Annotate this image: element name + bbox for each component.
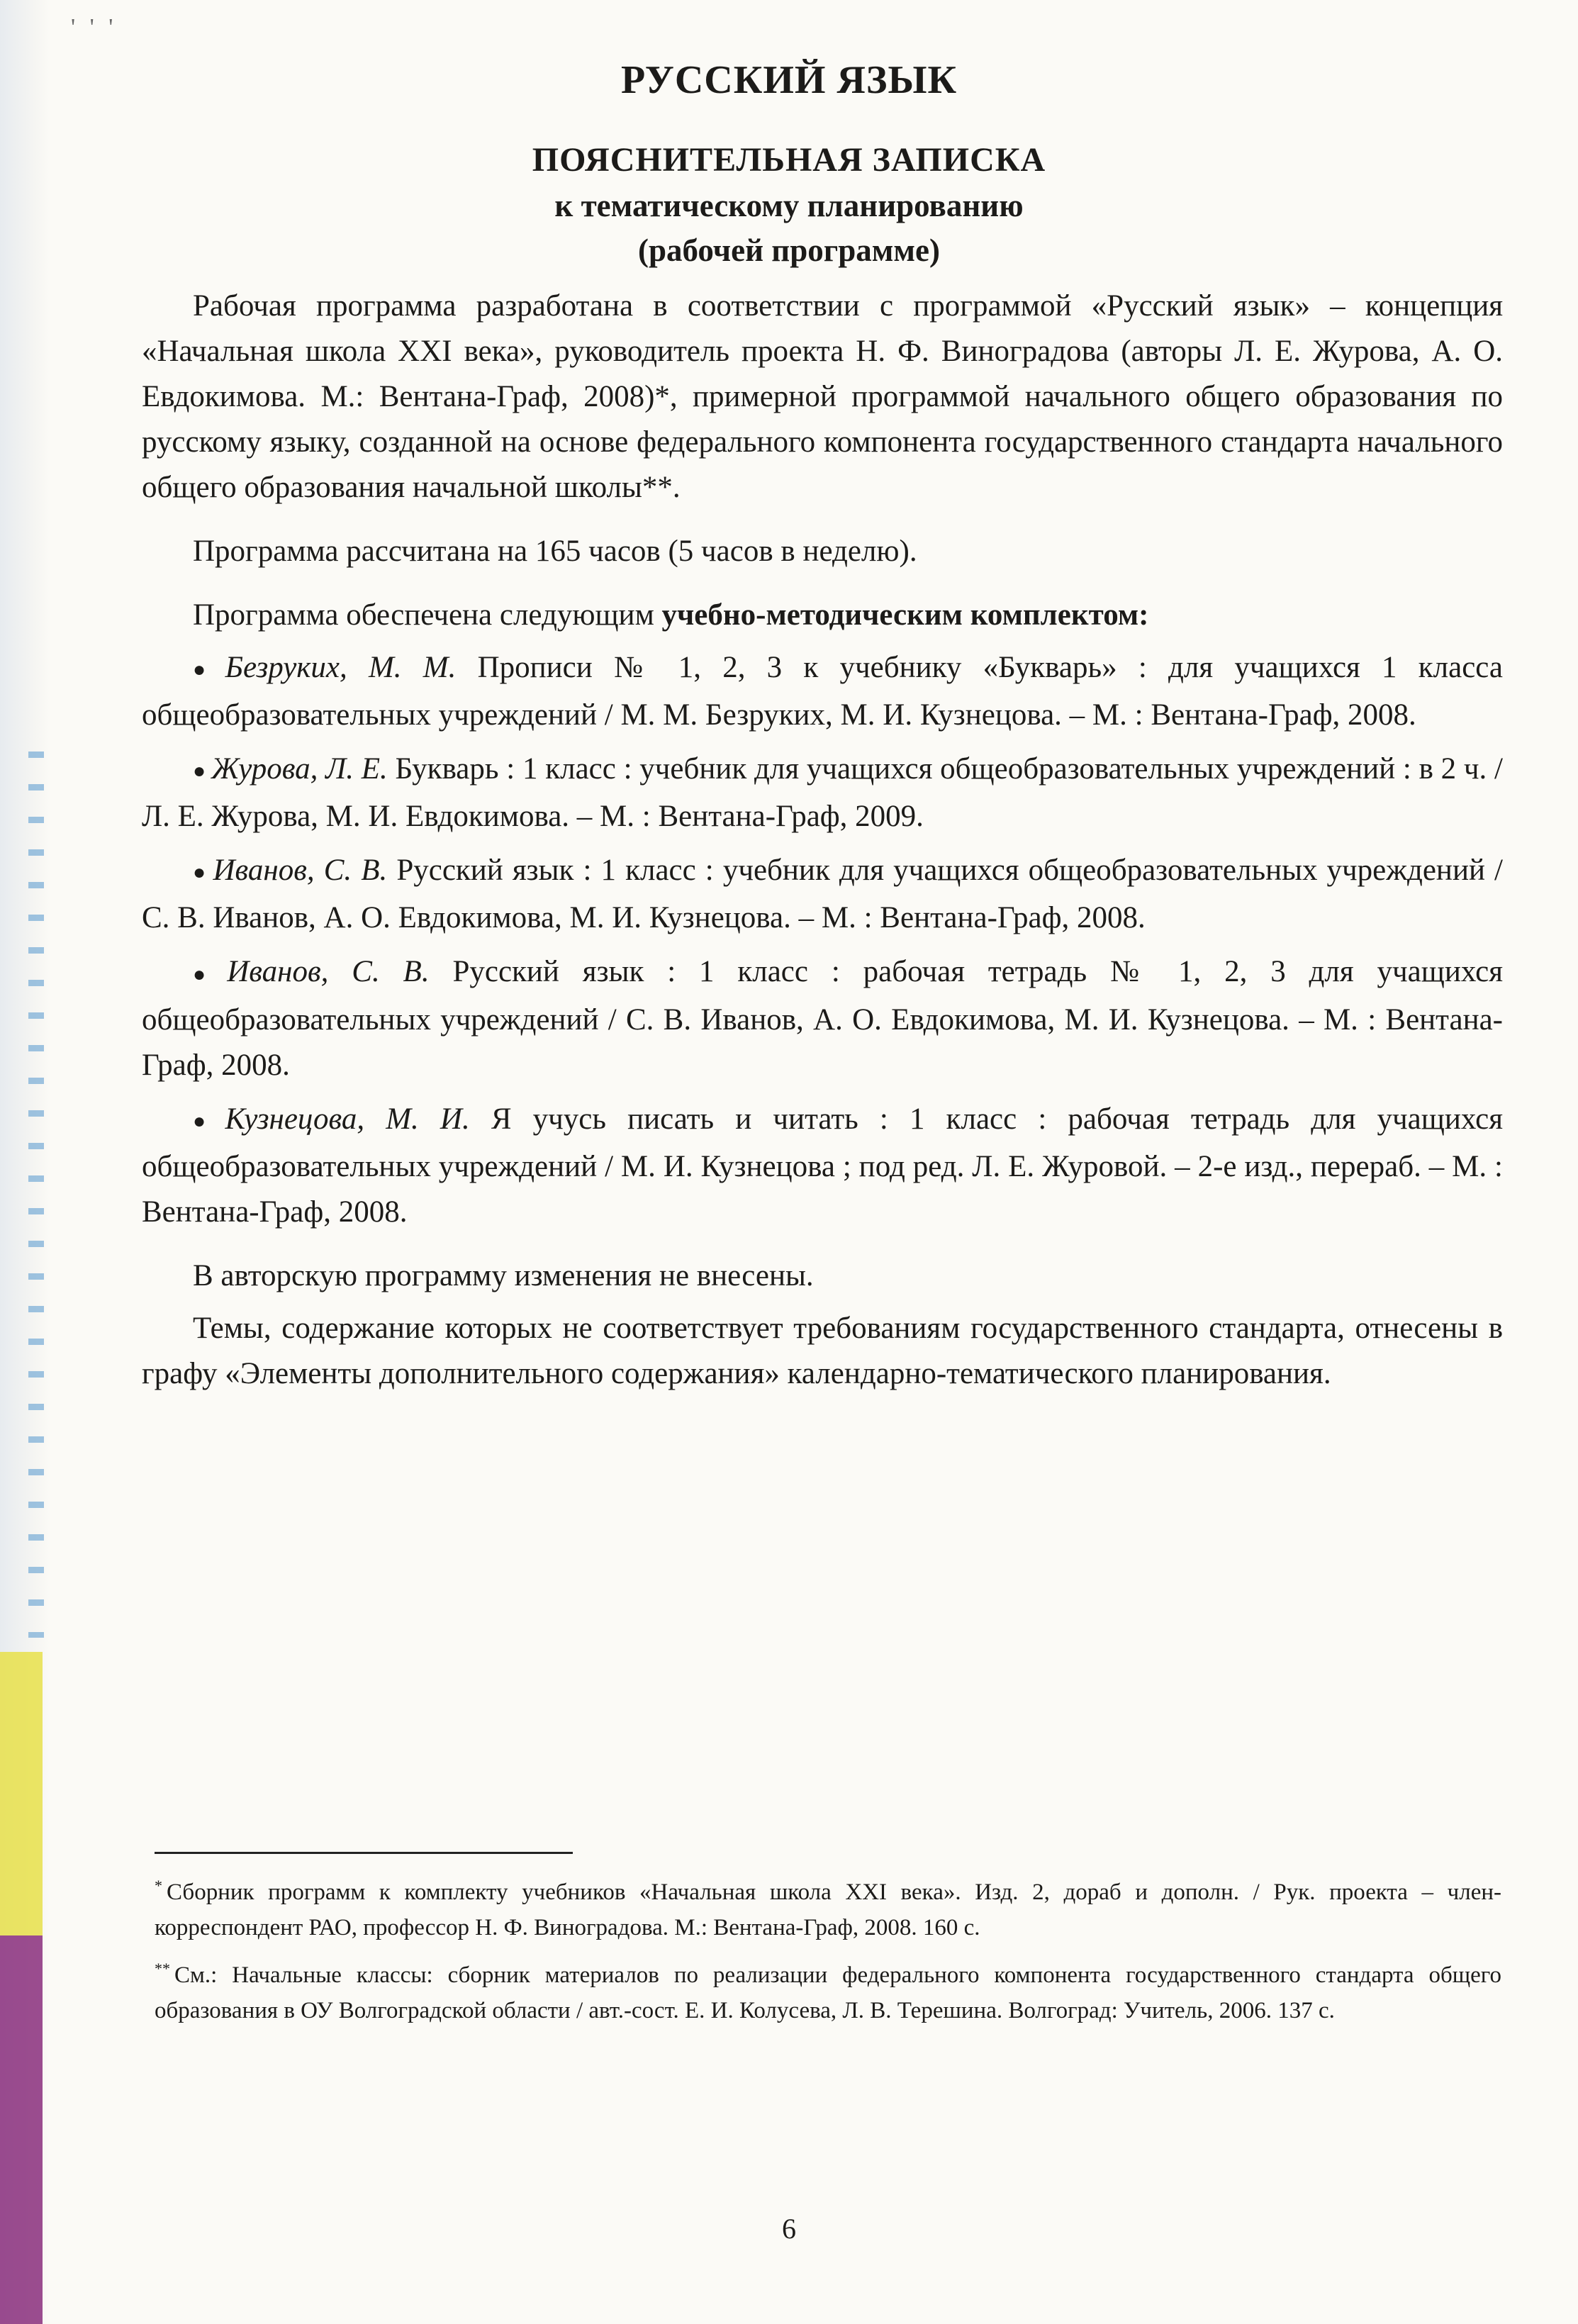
paragraph-additional-topics: Темы, содержание которых не соответствует требованиям государственного стандарта, отнесены в графу «Элементы дополнительного содержания» календарно-тематического планирования. (142, 1311, 1503, 1390)
paragraph-program-basis: Рабочая программа разработана в соответствии с программой «Русский язык» – концепция «Начальная школа XXI века», руководитель проекта Н. Ф. Виноградова (авторы Л. Е. Журова, А. О. Евдокимова. М.: Вентана-Граф, 2008)*, примерной программой начального общего образования по русскому языку, созданной на основе федерального компонента государственного стандарта начального общего образования начальной школы**. (142, 289, 1503, 504)
book-entry (142, 848, 1503, 941)
bullet-icon: ● (193, 759, 206, 783)
book-entry (142, 645, 1503, 738)
footnote-item (155, 1951, 1501, 2028)
edge-color-band-yellow (0, 1652, 43, 1935)
paragraph-kit-intro (142, 593, 1503, 638)
paragraph-hours: Программа рассчитана на 165 часов (5 часов в неделю). (193, 535, 917, 568)
bullet-icon: ● (193, 962, 222, 986)
section-subtitle-note: (рабочей программе) (638, 232, 940, 268)
footnote-text: Сборник программ к комплекту учебников «Начальная школа XXI века». Изд. 2, дораб и дополн. / Рук. проекта – член-корреспондент РАО, профессор Н. Ф. Виноградова. М.: Вентана-Граф, 2008. 160 с. (155, 1879, 1501, 1940)
book-author: Иванов, С. В. (213, 854, 388, 888)
footnote-mark: ** (155, 1960, 170, 1977)
kit-intro-bold: учебно-методическим комплектом: (661, 598, 1149, 632)
footnote-text: См.: Начальные классы: сборник материалов по реализации федерального компонента государственного стандарта общего образования в ОУ Волгоградской области / авт.-сост. Е. И. Колусева, Л. В. Терешина. Волгоград: Учитель, 2006. 137 с. (155, 1962, 1501, 2023)
book-description: Прописи № 1, 2, 3 к учебнику «Букварь» : для учащихся 1 класса общеобразовательных учреждений / М. М. Безруких, М. И. Кузнецова. – М. : Вентана-Граф, 2008. (142, 651, 1504, 732)
book-author: Безруких, М. М. (225, 651, 457, 684)
footnote-item (155, 1868, 1501, 1945)
section-title: ПОЯСНИТЕЛЬНАЯ ЗАПИСКА (532, 141, 1046, 179)
bullet-icon: ● (193, 861, 208, 885)
paragraph-no-changes: В авторскую программу изменения не внесены. (193, 1258, 814, 1292)
page-title: РУССКИЙ ЯЗЫК (620, 58, 958, 102)
main-text (142, 284, 1503, 1415)
title-block (0, 57, 1578, 270)
footnote-divider (155, 1852, 573, 1854)
book-entry (142, 949, 1503, 1088)
page-number: 6 (782, 2213, 796, 2245)
book-description: Букварь : 1 класс : учебник для учащихся общеобразовательных учреждений : в 2 ч. / Л. Е. Журова, М. И. Евдокимова. – М. : Вентана-Граф, 2009. (142, 752, 1504, 834)
bullet-icon: ● (193, 1109, 220, 1133)
footnotes (155, 1868, 1501, 2034)
book-description: Русский язык : 1 класс : рабочая тетрадь № 1, 2, 3 для учащихся общеобразовательных учреждений / С. В. Иванов, А. О. Евдокимова, М. И. Кузнецова. – М. : Вентана-Граф, 2008. (142, 955, 1503, 1082)
book-description: Русский язык : 1 класс : учебник для учащихся общеобразовательных учреждений / С. В. Иванов, А. О. Евдокимова, М. И. Кузнецова. – М. : Вентана-Граф, 2008. (142, 854, 1503, 935)
book-entry (142, 1097, 1503, 1235)
corner-mark: ' ' ' (71, 14, 118, 40)
book-author: Кузнецова, М. И. (225, 1102, 470, 1136)
bullet-icon: ● (193, 658, 220, 682)
footnote-mark: * (155, 1877, 162, 1894)
book-author: Иванов, С. В. (227, 955, 430, 989)
section-subtitle: к тематическому планированию (554, 187, 1024, 223)
edge-dash-marks (28, 752, 44, 1638)
book-entry (142, 747, 1503, 839)
edge-color-band-purple (0, 1935, 43, 2324)
book-author: Журова, Л. Е. (211, 752, 388, 786)
kit-intro-text: Программа обеспечена следующим (193, 598, 662, 632)
book-description: Я учусь писать и читать : 1 класс : рабочая тетрадь для учащихся общеобразовательных учреждений / М. И. Кузнецова ; под ред. Л. Е. Журовой. – 2-е изд., перераб. – М. : Вентана-Граф, 2008. (142, 1102, 1504, 1229)
